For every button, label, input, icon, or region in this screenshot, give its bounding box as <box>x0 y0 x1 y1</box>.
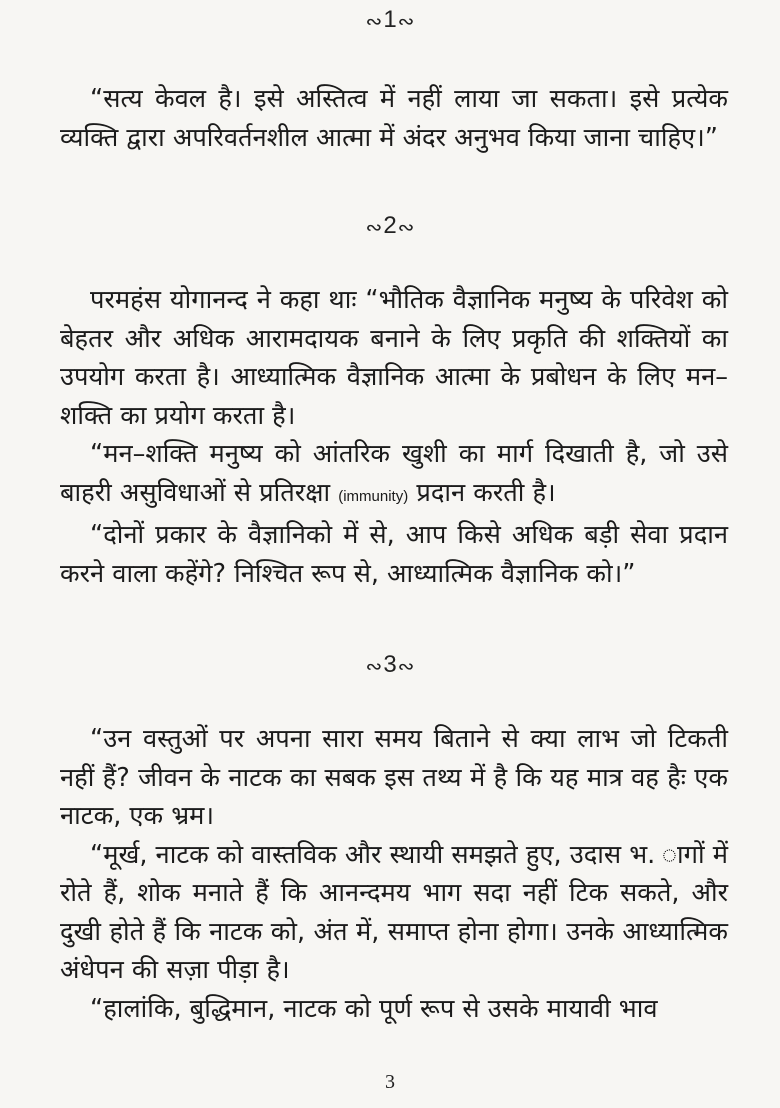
page-number: 3 <box>385 1071 395 1093</box>
paragraph <box>60 435 728 516</box>
section-3-body <box>60 720 728 1028</box>
section-number: 2 <box>383 212 397 239</box>
section-marker-3 <box>0 651 780 680</box>
paragraph: “सत्य केवल है। इसे अस्तित्व में नहीं लाया जा सकता। इसे प्रत्येक व्यक्ति द्वारा अपरिवर्तनशील आत्मा में अंदर अनुभव किया जाना चाहिए।” <box>60 84 728 153</box>
paragraph: परमहंस योगानन्द ने कहा थाः “भौतिक वैज्ञानिक मनुष्य के परिवेश को बेहतर और अधिक आरामदायक बनाने के लिए प्रकृति की शक्तियों का उपयोग करता है। आध्यात्मिक वैज्ञानिक आत्मा के प्रबोधन के लिए मन–शक्ति का प्रयोग करता है। <box>60 285 728 431</box>
section-1-body <box>60 80 728 157</box>
section-2-body <box>60 281 728 593</box>
paragraph-text: “मन–शक्ति मनुष्य को आंतरिक खुशी का मार्ग दिखाती है, जो उसे बाहरी असुविधाओं से प्रतिरक्षा <box>60 439 728 508</box>
section-number: 1 <box>383 6 397 33</box>
paragraph: “दोनों प्रकार के वैज्ञानिको में से, आप किसे अधिक बड़ी सेवा प्रदान करने वाला कहेंगे? निश्चित रूप से, आध्यात्मिक वैज्ञानिक को।” <box>60 520 728 589</box>
ornament-right-icon: ∾ <box>397 9 415 33</box>
ornament-left-icon: ∾ <box>365 9 383 33</box>
paragraph: “उन वस्तुओं पर अपना सारा समय बिताने से क्या लाभ जो टिकती नहीं हैं? जीवन के नाटक का सबक इस तथ्य में है कि यह मात्र वह हैः एक नाटक, एक भ्रम। <box>60 724 728 831</box>
paragraph: “हालांकि, बुद्धिमान, नाटक को पूर्ण रूप से उसके मायावी भाव <box>90 993 658 1024</box>
section-number: 3 <box>383 651 397 678</box>
section-marker-1 <box>0 6 780 35</box>
paragraph-text: प्रदान करती है। <box>408 477 556 508</box>
ornament-right-icon: ∾ <box>397 215 415 239</box>
section-marker-2 <box>0 212 780 241</box>
paragraph: “मूर्ख, नाटक को वास्तविक और स्थायी समझते हुए, उदास भ. ागों में रोते हैं, शोक मनाते हैं कि आनन्दमय भाग सदा नहीं टिक सकते, और दुखी होते हैं कि नाटक को, अंत में, समाप्त होना होगा। उनके आध्यात्मिक अंधेपन की सज़ा पीड़ा है। <box>60 839 728 985</box>
ornament-right-icon: ∾ <box>397 654 415 678</box>
english-term: (immunity) <box>338 487 409 505</box>
ornament-left-icon: ∾ <box>365 215 383 239</box>
ornament-left-icon: ∾ <box>365 654 383 678</box>
